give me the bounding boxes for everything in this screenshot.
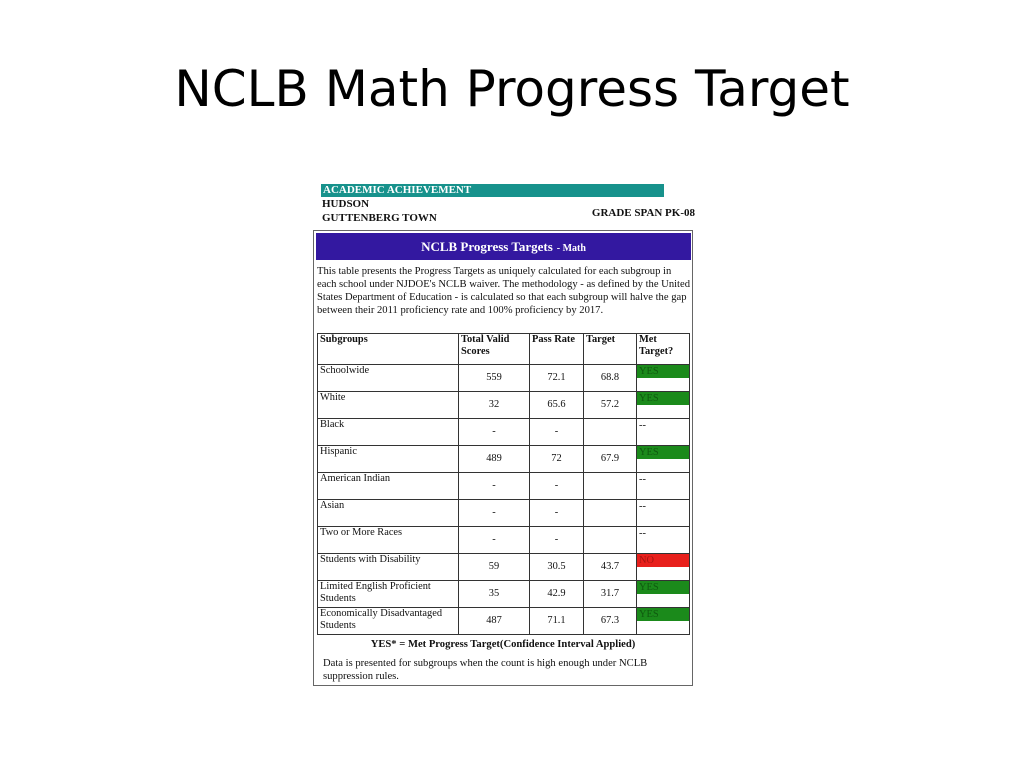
table-row [318, 473, 690, 500]
table-row [318, 446, 690, 473]
table-row [318, 608, 690, 635]
cell-subgroup: Hispanic [318, 446, 459, 473]
cell-target: 57.2 [584, 392, 637, 419]
section-header: ACADEMIC ACHIEVEMENT [321, 184, 664, 197]
met-target-badge: YES [637, 392, 689, 405]
cell-total-valid-scores: 559 [459, 365, 530, 392]
met-target-badge: YES [637, 608, 689, 621]
table-row [318, 527, 690, 554]
cell-met-target [637, 446, 690, 473]
slide-title: NCLB Math Progress Target [174, 60, 850, 118]
data-note: Data is presented for subgroups when the count is high enough under NCLB suppression rules. [323, 658, 648, 682]
cell-total-valid-scores: 487 [459, 608, 530, 635]
cell-subgroup: Black [318, 419, 459, 446]
cell-total-valid-scores: - [459, 500, 530, 527]
cell-target: 31.7 [584, 581, 637, 608]
met-target-badge: YES [637, 581, 689, 594]
cell-met-target [637, 473, 690, 500]
cell-total-valid-scores: - [459, 527, 530, 554]
met-target-badge: -- [639, 474, 646, 485]
met-target-badge: YES [637, 446, 689, 459]
met-target-badge: NO [637, 554, 689, 567]
cell-pass-rate: - [530, 500, 584, 527]
cell-subgroup: Asian [318, 500, 459, 527]
cell-met-target [637, 554, 690, 581]
cell-total-valid-scores: 32 [459, 392, 530, 419]
met-target-badge: YES [637, 365, 689, 378]
cell-subgroup: Economically Disadvantaged Students [318, 608, 459, 635]
cell-pass-rate: - [530, 473, 584, 500]
band-subtitle: - Math [556, 243, 586, 254]
cell-met-target [637, 365, 690, 392]
table-body [318, 365, 690, 635]
cell-target: 43.7 [584, 554, 637, 581]
progress-targets-band [316, 233, 691, 260]
cell-met-target [637, 419, 690, 446]
column-header: Target [584, 334, 637, 365]
report-image [313, 183, 695, 687]
grade-span: GRADE SPAN PK-08 [591, 207, 695, 219]
cell-subgroup: Students with Disability [318, 554, 459, 581]
cell-target: 67.9 [584, 446, 637, 473]
column-header: Pass Rate [530, 334, 584, 365]
table-row [318, 500, 690, 527]
cell-total-valid-scores: 35 [459, 581, 530, 608]
cell-target [584, 419, 637, 446]
cell-target [584, 527, 637, 554]
cell-pass-rate: 30.5 [530, 554, 584, 581]
met-target-badge: -- [639, 501, 646, 512]
cell-met-target [637, 581, 690, 608]
column-header: Total Valid Scores [459, 334, 530, 365]
cell-pass-rate: 72 [530, 446, 584, 473]
cell-subgroup: Two or More Races [318, 527, 459, 554]
cell-total-valid-scores: 59 [459, 554, 530, 581]
cell-target: 67.3 [584, 608, 637, 635]
cell-total-valid-scores: - [459, 473, 530, 500]
cell-subgroup: Schoolwide [318, 365, 459, 392]
district-name: HUDSON [322, 198, 370, 210]
cell-pass-rate: 42.9 [530, 581, 584, 608]
cell-met-target [637, 392, 690, 419]
table-row [318, 419, 690, 446]
cell-total-valid-scores: - [459, 419, 530, 446]
cell-target: 68.8 [584, 365, 637, 392]
cell-subgroup: Limited English Proficient Students [318, 581, 459, 608]
column-header: Subgroups [318, 334, 459, 365]
cell-total-valid-scores: 489 [459, 446, 530, 473]
intro-text: This table presents the Progress Targets as uniquely calculated for each subgroup in each school under NJDOE's NCLB waiver. The methodology - as defined by the United States Department of Education - is calculated so that each subgroup will halve the gap between their 2011 proficiency rate and 100% proficiency by 2017. [317, 266, 690, 316]
band-title: NCLB Progress Targets [421, 239, 553, 254]
table-row [318, 581, 690, 608]
met-target-badge: -- [639, 528, 646, 539]
cell-met-target [637, 608, 690, 635]
cell-subgroup: White [318, 392, 459, 419]
cell-subgroup: American Indian [318, 473, 459, 500]
school-name: GUTTENBERG TOWN [322, 212, 437, 224]
table-row [318, 392, 690, 419]
met-target-badge: -- [639, 420, 646, 431]
cell-pass-rate: 72.1 [530, 365, 584, 392]
table-header-row [318, 334, 690, 365]
cell-target [584, 473, 637, 500]
cell-target [584, 500, 637, 527]
table-row [318, 554, 690, 581]
cell-pass-rate: 65.6 [530, 392, 584, 419]
table-row [318, 365, 690, 392]
column-header: Met Target? [637, 334, 690, 365]
cell-met-target [637, 527, 690, 554]
cell-pass-rate: - [530, 527, 584, 554]
progress-targets-table [317, 333, 690, 635]
cell-pass-rate: 71.1 [530, 608, 584, 635]
footnote: YES* = Met Progress Target(Confidence Interval Applied) [370, 639, 636, 650]
cell-pass-rate: - [530, 419, 584, 446]
cell-met-target [637, 500, 690, 527]
